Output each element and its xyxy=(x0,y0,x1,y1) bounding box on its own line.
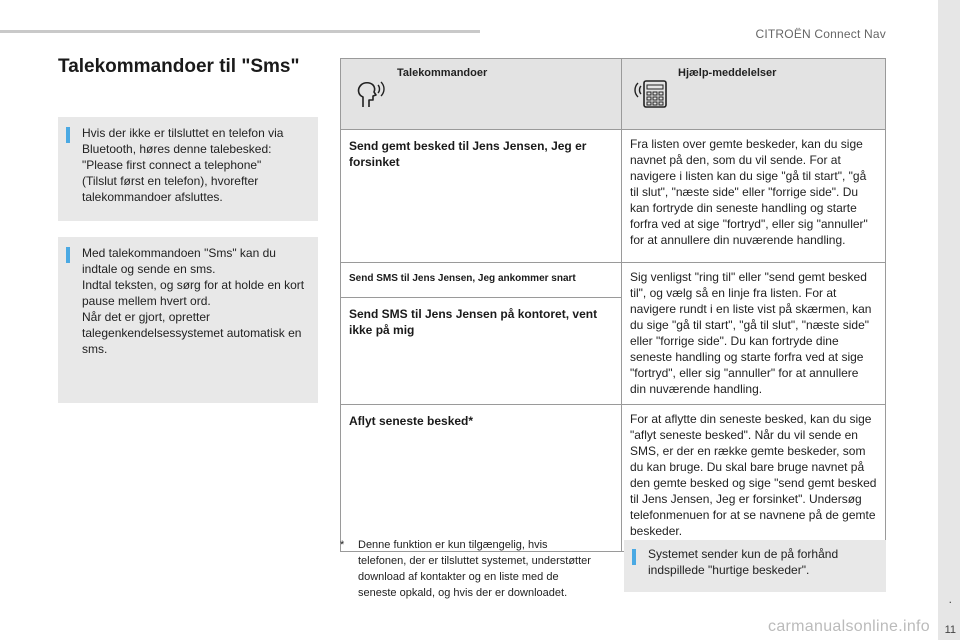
page-number: 11 xyxy=(944,624,956,636)
table-row xyxy=(341,263,886,298)
info-line: talegenkendelsessystemet automatisk en xyxy=(82,326,302,340)
page-dot: . xyxy=(948,592,952,606)
info-box-sms xyxy=(58,237,318,403)
footnote-line: seneste opkald, og hvis der er downloadet. xyxy=(358,587,568,599)
info-marker-icon xyxy=(66,247,70,263)
help-cell: Fra listen over gemte beskeder, kan du sige navnet på den, som du vil sende. For at navigere i listen kan du sige "gå til start", "gå til slut", "næste side" eller "forrige side". Du kan fortryde din seneste handling og starte forfra ved at sige "fortryd", eller sig "annuller" for at annullere din nuværende handling. xyxy=(622,130,886,263)
info-line: sms. xyxy=(82,342,108,356)
command-cell: Aflyt seneste besked* xyxy=(341,405,622,552)
voice-keypad-icon xyxy=(630,73,670,113)
help-cell: For at aflytte din seneste besked, kan du sige "aflyt seneste besked". Når du vil sende en SMS, er der en række gemte beskeder, som du kan bruge. Du skal bare bruge navnet på den gemte besked og sige "send gemt besked til Jens Jensen, Jeg er forsinket". Undersøg telefonmenuen for at se navnene på de gemte beskeder. xyxy=(622,405,886,552)
voice-command-table xyxy=(340,58,886,552)
command-cell: Send gemt besked til Jens Jensen, Jeg er forsinket xyxy=(341,130,622,263)
header-label-help: Hjælp-meddelelser xyxy=(678,67,777,79)
brand-title: CITROËN Connect Nav xyxy=(755,27,886,41)
header-cell-help xyxy=(622,59,886,130)
footnote-line: telefonen, der er tilsluttet systemet, understøtter xyxy=(358,555,591,567)
info-line: Indtal teksten, og sørg for at holde en kort xyxy=(82,278,305,292)
info-line: talekommandoer afsluttes. xyxy=(82,190,223,204)
footnote xyxy=(340,537,610,601)
watermark: carmanualsonline.info xyxy=(768,618,930,635)
info-line: "Please first connect a telephone" xyxy=(82,158,262,172)
table-row xyxy=(341,405,886,552)
info-line: indtale og sende en sms. xyxy=(82,262,216,276)
footnote-line: Denne funktion er kun tilgængelig, hvis xyxy=(358,539,548,551)
side-bar xyxy=(938,0,960,640)
footnote-line: download af kontakter og en liste med de xyxy=(358,571,559,583)
info-marker-icon xyxy=(66,127,70,143)
info-line: Systemet sender kun de på forhånd xyxy=(648,547,839,561)
info-line: indspillede "hurtige beskeder". xyxy=(648,563,810,577)
footnote-marker: * xyxy=(340,539,345,551)
info-box-quick-messages xyxy=(624,540,886,592)
header-label-commands: Talekommandoer xyxy=(397,67,488,79)
info-line: (Tilslut først en telefon), hvorefter xyxy=(82,174,259,188)
page-title: Talekommandoer til "Sms" xyxy=(58,56,300,77)
help-cell: Sig venligst "ring til" eller "send gemt besked til", og vælg så en linje fra listen. For at navigere rundt i en liste vist på skærmen, kan du sige "gå til start", "gå til slut", "næste side" eller "forrige side". Du kan fortryde dine seneste handling og starte forfra ved at sige "fortryd", eller sig "annuller" for at annullere din nuværende handling. xyxy=(622,263,886,405)
command-cell: Send SMS til Jens Jensen på kontoret, vent ikke på mig xyxy=(341,298,622,405)
header-cell-commands xyxy=(341,59,622,130)
info-line: Bluetooth, høres denne talebesked: xyxy=(82,142,272,156)
info-line: Når det er gjort, opretter xyxy=(82,310,211,324)
table-header-row xyxy=(341,59,886,130)
top-rule xyxy=(0,30,480,33)
voice-command-icon xyxy=(349,73,389,113)
info-line: Hvis der ikke er tilsluttet en telefon via xyxy=(82,126,284,140)
info-box-bluetooth xyxy=(58,117,318,221)
info-line: pause mellem hvert ord. xyxy=(82,294,211,308)
table-row xyxy=(341,130,886,263)
info-marker-icon xyxy=(632,549,636,565)
info-line: Med talekommandoen "Sms" kan du xyxy=(82,246,276,260)
command-cell: Send SMS til Jens Jensen, Jeg ankommer snart xyxy=(341,263,622,298)
